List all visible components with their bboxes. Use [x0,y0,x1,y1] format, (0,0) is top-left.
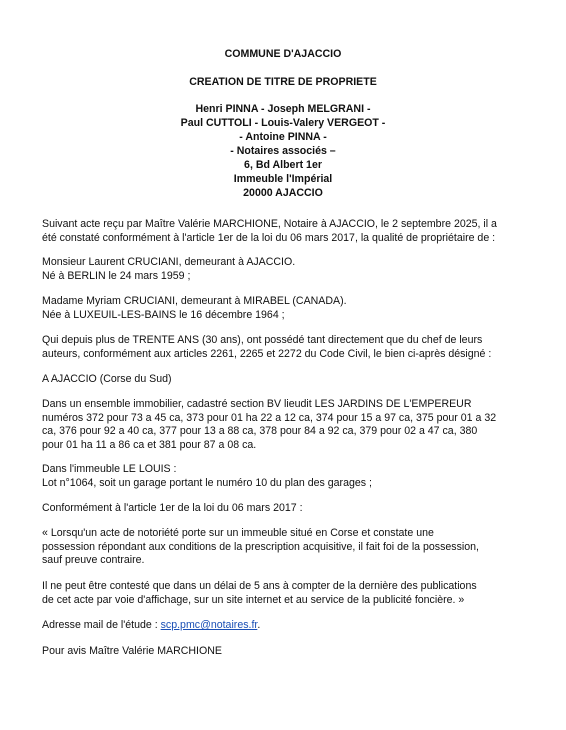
possession-paragraph [42,334,532,361]
quote-2-line-1: Il ne peut être contesté que dans un délai de 5 ans à compter de la dernière des publications [42,580,477,592]
quote-2-line-2: de cet acte par voie d'affichage, sur un site internet et au service de la publicité foncière. » [42,593,465,606]
notaries-line-3: - Antoine PINNA - [239,131,327,143]
intro-paragraph [42,218,532,245]
parcel-line-1: Dans un ensemble immobilier, cadastré section BV lieudit LES JARDINS DE L'EMPEREUR [42,398,472,410]
document-title: CREATION DE TITRE DE PROPRIETE [189,76,377,88]
email-label: Adresse mail de l'étude : [42,619,161,631]
possession-line-1: Qui depuis plus de TRENTE ANS (30 ans), ont possédé tant directement que du chef de leurs [42,334,483,346]
quote-paragraph-2 [42,580,532,607]
email-end: . [257,619,261,631]
law-reference: Conformément à l'article 1er de la loi du 06 mars 2017 : [42,502,303,514]
parcel-paragraph [42,398,532,452]
owner-1-paragraph [42,256,532,283]
owner-2-line-2: Née à LUXEUIL-LES-BAINS le 16 décembre 1964 ; [42,308,285,321]
building-paragraph [42,463,532,490]
address-line-2: Immeuble l'Impérial [233,173,333,185]
intro-line-1: Suivant acte reçu par Maître Valérie MARCHIONE, Notaire à AJACCIO, le 2 septembre 2025, il a [42,218,497,230]
parcel-line-3: ca, 376 pour 92 a 40 ca, 377 pour 13 a 88 ca, 378 pour 84 a 92 ca, 379 pour 02 a 47 ca, 380 [42,425,478,437]
parcel-line-4: pour 01 ha 11 a 86 ca et 381 pour 87 a 08 ca. [42,438,257,451]
address-line-3: 20000 AJACCIO [243,187,323,199]
commune-heading: COMMUNE D'AJACCIO [224,48,342,60]
quote-1-line-2: possession répondant aux conditions de la prescription acquisitive, il fait foi de la possession, [42,540,479,553]
notaries-line-1: Henri PINNA - Joseph MELGRANI - [195,103,371,115]
email-link[interactable]: scp.pmc@notaires.fr [160,619,258,631]
building-line-2: Lot n°1064, soit un garage portant le numéro 10 du plan des garages ; [42,476,372,489]
quote-1-line-3: sauf preuve contraire. [42,554,145,566]
owner-1-line-2: Né à BERLIN le 24 mars 1959 ; [42,269,191,282]
notaries-line-2: Paul CUTTOLI - Louis-Valery VERGEOT - [180,117,386,129]
owner-2-line-1: Madame Myriam CRUCIANI, demeurant à MIRABEL (CANADA). [42,295,347,307]
parcel-line-2: numéros 372 pour 73 a 45 ca, 373 pour 01 ha 22 a 12 ca, 374 pour 15 a 97 ca, 375 pour 01 a 32 [42,411,497,424]
email-line [42,619,532,633]
possession-line-2: auteurs, conformément aux articles 2261, 2265 et 2272 du Code Civil, le bien ci-après désigné : [42,347,492,360]
location-line: A AJACCIO (Corse du Sud) [42,373,172,385]
quote-paragraph-1 [42,527,532,568]
notaries-line-4: - Notaires associés – [230,145,336,157]
quote-1-line-1: « Lorsqu'un acte de notoriété porte sur un immeuble situé en Corse et constate une [42,527,434,539]
building-line-1: Dans l'immeuble LE LOUIS : [42,463,177,475]
owner-1-line-1: Monsieur Laurent CRUCIANI, demeurant à AJACCIO. [42,256,296,268]
signature-line: Pour avis Maître Valérie MARCHIONE [42,645,222,657]
address-line-1: 6, Bd Albert 1er [244,159,322,171]
owner-2-paragraph [42,295,532,322]
intro-line-2: été constaté conformément à l'article 1er de la loi du 06 mars 2017, la qualité de propriétaire de : [42,231,496,244]
